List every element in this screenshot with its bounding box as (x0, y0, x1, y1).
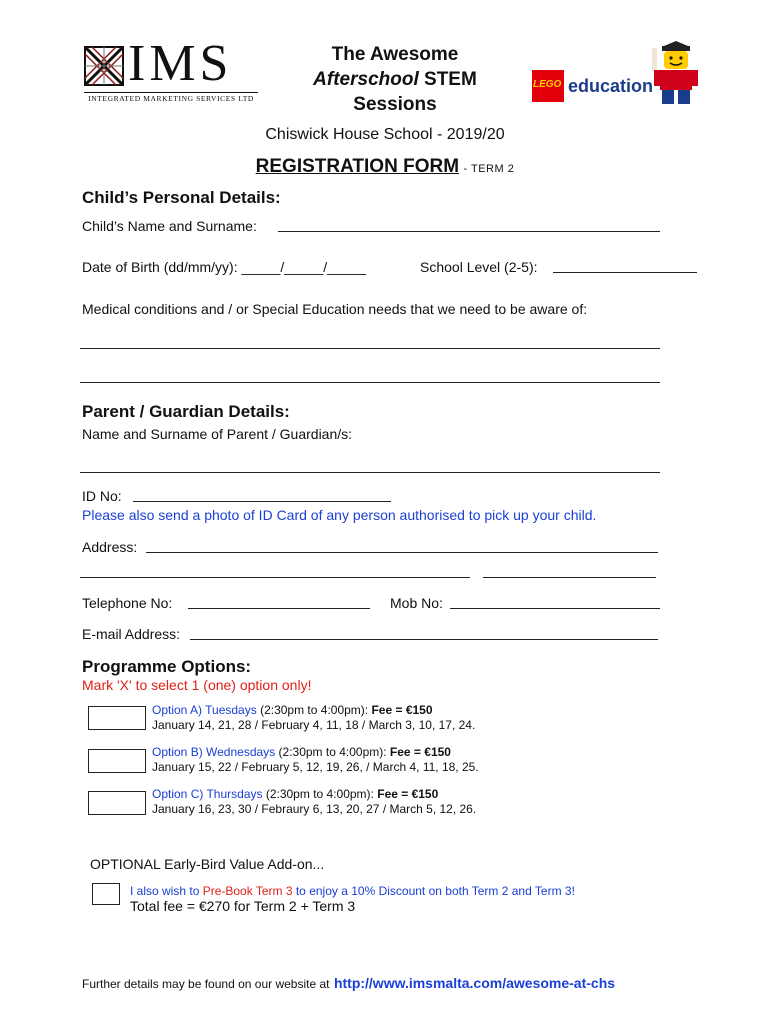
form-title: REGISTRATION FORM (255, 156, 460, 177)
child-details-heading: Child’s Personal Details: (82, 188, 281, 207)
id-photo-note: Please also send a photo of ID Card of any person authorised to pick up your child. (82, 507, 597, 523)
early-bird-checkbox[interactable] (92, 883, 120, 905)
early-bird-heading: OPTIONAL Early-Bird Value Add-on... (90, 856, 325, 872)
lego-education-word: education (568, 76, 654, 96)
title-italic: Afterschool (313, 69, 419, 90)
footer-text: Further details may be found on our website at (82, 977, 330, 991)
title-line-2-rest: STEM (418, 69, 477, 90)
early-bird-text (130, 884, 575, 899)
option-a-time: (2:30pm to 4:00pm): (256, 703, 372, 717)
option-a-checkbox[interactable] (88, 706, 146, 730)
option-b-time: (2:30pm to 4:00pm): (275, 745, 390, 759)
lego-minifigure-icon (650, 40, 702, 106)
option-c (152, 787, 476, 817)
option-b-dates: January 15, 22 / February 5, 12, 19, 26, / March 4, 11, 18, 25. (152, 760, 479, 774)
early-bird-text-c: to enjoy a 10% Discount on both Term 2 and Term 3! (292, 884, 575, 898)
parent-name-label: Name and Surname of Parent / Guardian/s: (82, 426, 353, 442)
form-heading (0, 156, 770, 178)
parent-details-heading: Parent / Guardian Details: (82, 402, 290, 421)
school-level-label: School Level (2-5): (420, 259, 538, 275)
date-of-birth-label: Date of Birth (dd/mm/yy): _____/_____/_____ (82, 259, 367, 275)
lego-logo-text: LEGO (533, 79, 562, 90)
programme-options-heading: Programme Options: (82, 657, 252, 676)
ims-logo-text: IMS (128, 35, 233, 92)
option-b-fee: Fee = €150 (389, 745, 451, 759)
option-c-name: Option C) Thursdays (152, 787, 263, 801)
school-level-field[interactable] (553, 272, 697, 273)
medical-conditions-field-line-1[interactable] (80, 348, 660, 349)
title-line-3: Sessions (353, 94, 437, 115)
mobile-field[interactable] (450, 608, 660, 609)
option-a-name: Option A) Tuesdays (152, 703, 257, 717)
option-a-fee: Fee = €150 (371, 703, 433, 717)
school-name: Chiswick House School - 2019/20 (265, 126, 505, 143)
footer (82, 975, 615, 993)
title-line-1: The Awesome (331, 44, 459, 65)
address-label: Address: (82, 539, 138, 555)
early-bird-total: Total fee = €270 for Term 2 + Term 3 (130, 898, 356, 914)
medical-conditions-label: Medical conditions and / or Special Education needs that we need to be aware of: (82, 301, 588, 317)
option-b-checkbox[interactable] (88, 749, 146, 773)
id-number-label: ID No: (82, 488, 122, 504)
address-field-line-1[interactable] (146, 552, 658, 553)
child-name-field[interactable] (278, 231, 660, 232)
medical-conditions-field-line-2[interactable] (80, 382, 660, 383)
telephone-field[interactable] (188, 608, 370, 609)
ims-logo-mark-icon (84, 46, 124, 86)
option-c-checkbox[interactable] (88, 791, 146, 815)
option-a (152, 703, 475, 733)
page-title (290, 42, 500, 117)
programme-instruction: Mark 'X' to select 1 (one) option only! (82, 677, 312, 693)
early-bird-prebook: Pre-Book Term 3 (202, 884, 293, 898)
option-c-dates: January 16, 23, 30 / Febraury 6, 13, 20, 27 / March 5, 12, 26. (152, 802, 477, 816)
parent-name-field[interactable] (80, 472, 660, 473)
option-c-fee: Fee = €150 (377, 787, 439, 801)
address-field-line-2[interactable] (80, 577, 470, 578)
email-label: E-mail Address: (82, 626, 181, 642)
term-label: - TERM 2 (463, 163, 515, 175)
option-c-time: (2:30pm to 4:00pm): (262, 787, 378, 801)
postcode-field[interactable] (483, 577, 656, 578)
email-field[interactable] (190, 639, 658, 640)
title-line-2 (290, 67, 500, 92)
lego-logo (532, 70, 564, 102)
id-number-field[interactable] (133, 501, 391, 502)
telephone-label: Telephone No: (82, 595, 173, 611)
mobile-label: Mob No: (390, 595, 443, 611)
ims-logo-subtitle: INTEGRATED MARKETING SERVICES LTD (84, 92, 258, 103)
website-link[interactable]: http://www.imsmalta.com/awesome-at-chs (333, 975, 616, 991)
option-b-name: Option B) Wednesdays (152, 745, 276, 759)
child-name-label: Child’s Name and Surname: (82, 218, 257, 234)
option-b (152, 745, 479, 775)
option-a-dates: January 14, 21, 28 / February 4, 11, 18 / March 3, 10, 17, 24. (152, 718, 476, 732)
early-bird-text-a: I also wish to (130, 884, 203, 898)
